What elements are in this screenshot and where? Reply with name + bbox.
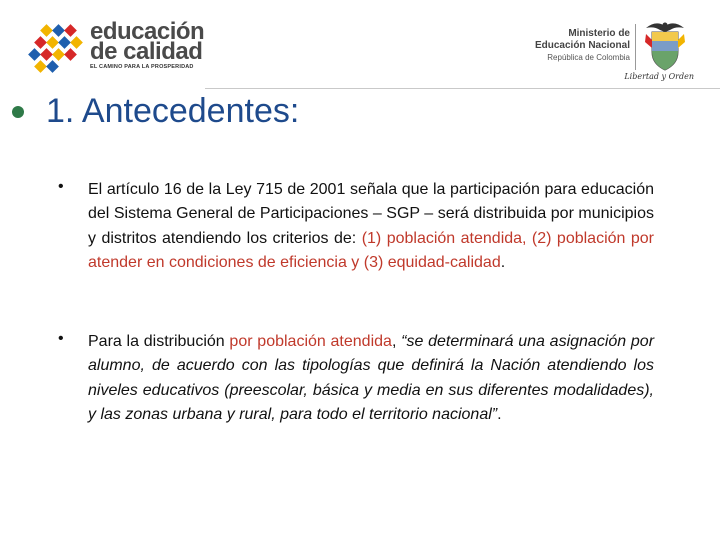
bullet-2-part5: . bbox=[497, 406, 502, 424]
colombia-coat-of-arms-icon bbox=[642, 18, 688, 72]
ministry-motto: Libertad y Orden bbox=[624, 72, 694, 81]
ministry-divider bbox=[635, 24, 636, 70]
header-divider bbox=[205, 88, 720, 89]
brand-line1: educación bbox=[90, 18, 205, 45]
title-bullet-icon bbox=[12, 106, 24, 118]
bullet-dot-icon: • bbox=[58, 330, 64, 347]
bullet-text-1 bbox=[88, 178, 654, 276]
educacion-de-calidad-logo bbox=[24, 18, 214, 78]
ministry-line1: Ministerio de bbox=[568, 28, 630, 39]
bullet-2-highlight: por población atendida bbox=[229, 333, 392, 350]
bullet-1-part3: . bbox=[500, 254, 506, 272]
ministry-line2: Educación Nacional bbox=[534, 40, 630, 51]
brand-line2: de calidad bbox=[90, 38, 203, 65]
bullet-2-part1: Para la distribución bbox=[88, 333, 230, 350]
bullet-2-quote: “se determinará una asignación por alumno, de acuerdo con las tipologías que definirá la Nación atendiendo los niveles educativos (preescolar, básica y media en sus diferentes modalidades), y las zonas urbana y rural, para todo el territorio nacional” bbox=[88, 333, 655, 424]
colored-cubes-logo-icon bbox=[24, 24, 88, 74]
slide-title: 1. Antecedentes: bbox=[46, 92, 300, 130]
brand-tagline: EL CAMINO PARA LA PROSPERIDAD bbox=[90, 64, 194, 70]
ministry-logo bbox=[524, 18, 694, 84]
bullet-1-part1: El artículo 16 de la Ley 715 de 2001 señala que la participación para educación del Sistema General de Participaciones – SGP – será distribuida por municipios y distritos atendiendo los criterios de: bbox=[88, 181, 654, 247]
bullet-2-part3: , bbox=[391, 333, 402, 350]
brand-text bbox=[90, 18, 205, 70]
ministry-text bbox=[490, 28, 630, 63]
ministry-line3: República de Colombia bbox=[547, 53, 630, 62]
bullet-dot-icon: • bbox=[58, 178, 64, 195]
bullet-text-2 bbox=[88, 330, 654, 428]
bullet-1-criteria: (1) población atendida, (2) población por atender en condiciones de eficiencia y (3) equidad-calidad bbox=[88, 229, 655, 272]
